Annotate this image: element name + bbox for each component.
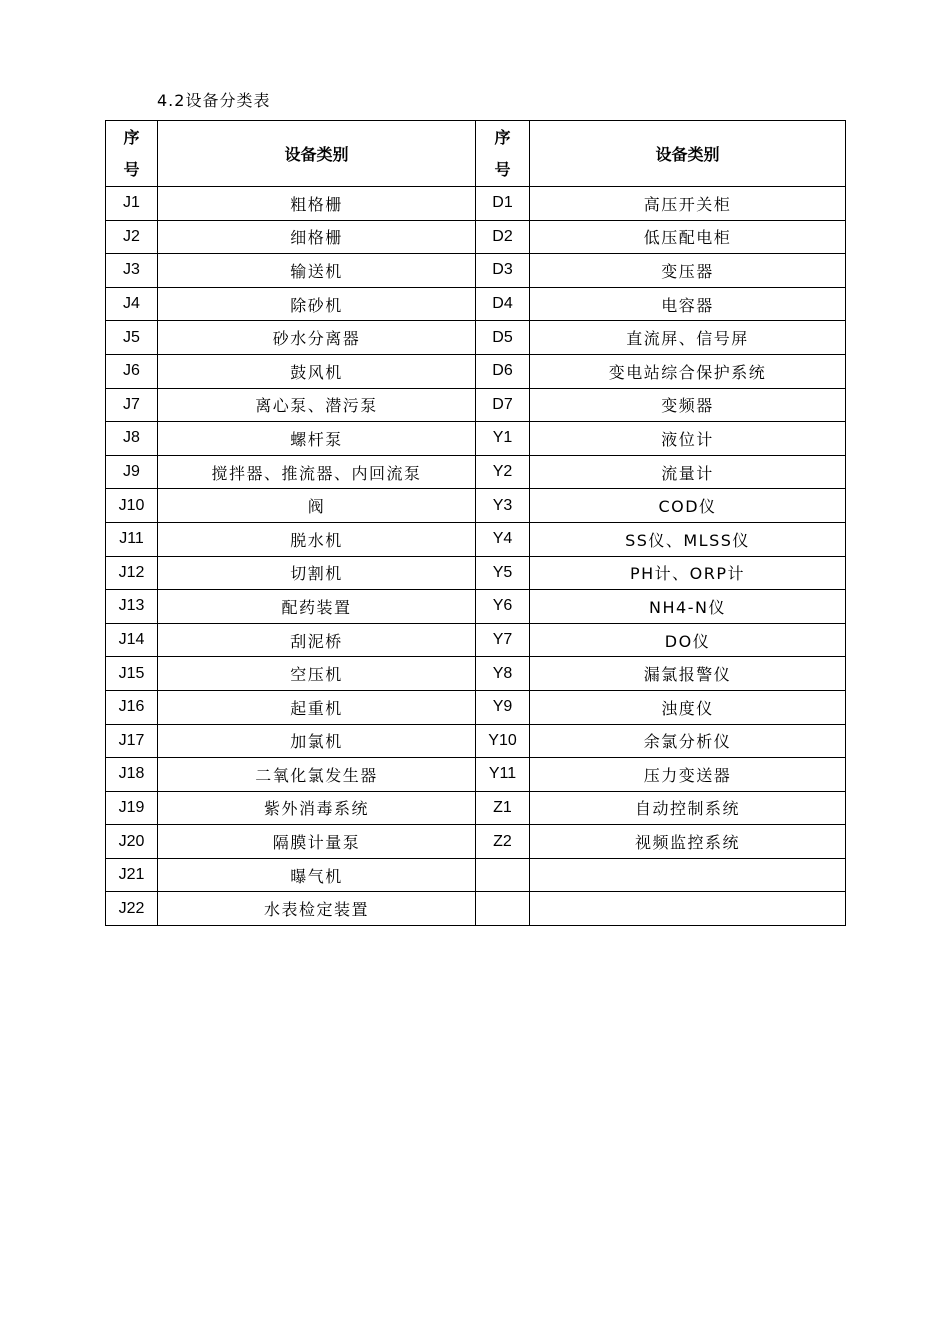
table-row xyxy=(106,455,846,489)
right-code-cell xyxy=(476,858,530,892)
right-category-cell: 变压器 xyxy=(530,254,846,288)
header-category-left: 设备类别 xyxy=(158,121,476,187)
right-code-cell: D6 xyxy=(476,354,530,388)
left-code-cell: J16 xyxy=(106,690,158,724)
right-category-cell: 自动控制系统 xyxy=(530,791,846,825)
left-code-cell: J20 xyxy=(106,825,158,859)
table-row xyxy=(106,220,846,254)
right-code-cell: D4 xyxy=(476,287,530,321)
left-code-cell: J6 xyxy=(106,354,158,388)
table-row xyxy=(106,388,846,422)
left-code-cell: J7 xyxy=(106,388,158,422)
left-code-cell: J11 xyxy=(106,522,158,556)
right-code-cell: Z2 xyxy=(476,825,530,859)
header-category-right: 设备类别 xyxy=(530,121,846,187)
left-code-cell: J18 xyxy=(106,758,158,792)
left-code-cell: J19 xyxy=(106,791,158,825)
table-row xyxy=(106,590,846,624)
left-category-cell: 离心泵、潜污泵 xyxy=(158,388,476,422)
table-row xyxy=(106,892,846,926)
table-row xyxy=(106,690,846,724)
left-category-cell: 鼓风机 xyxy=(158,354,476,388)
table-row xyxy=(106,522,846,556)
left-category-cell: 螺杆泵 xyxy=(158,422,476,456)
left-category-cell: 砂水分离器 xyxy=(158,321,476,355)
left-category-cell: 粗格栅 xyxy=(158,187,476,221)
right-category-cell: 视频监控系统 xyxy=(530,825,846,859)
right-category-cell xyxy=(530,858,846,892)
right-category-cell: 变频器 xyxy=(530,388,846,422)
right-code-cell: Y11 xyxy=(476,758,530,792)
left-code-cell: J21 xyxy=(106,858,158,892)
header-seq-left: 序 号 xyxy=(106,121,158,187)
left-category-cell: 脱水机 xyxy=(158,522,476,556)
right-category-cell: 直流屏、信号屏 xyxy=(530,321,846,355)
left-category-cell: 隔膜计量泵 xyxy=(158,825,476,859)
right-category-cell xyxy=(530,892,846,926)
left-category-cell: 空压机 xyxy=(158,657,476,691)
right-category-cell: 电容器 xyxy=(530,287,846,321)
right-code-cell: Y3 xyxy=(476,489,530,523)
right-code-cell: Y6 xyxy=(476,590,530,624)
right-category-cell: 压力变送器 xyxy=(530,758,846,792)
left-code-cell: J14 xyxy=(106,623,158,657)
right-code-cell: D2 xyxy=(476,220,530,254)
right-category-cell: 高压开关柜 xyxy=(530,187,846,221)
left-category-cell: 曝气机 xyxy=(158,858,476,892)
right-category-cell: 变电站综合保护系统 xyxy=(530,354,846,388)
right-code-cell: D3 xyxy=(476,254,530,288)
right-code-cell: D5 xyxy=(476,321,530,355)
left-category-cell: 输送机 xyxy=(158,254,476,288)
right-code-cell: Y10 xyxy=(476,724,530,758)
right-code-cell: Y8 xyxy=(476,657,530,691)
left-category-cell: 刮泥桥 xyxy=(158,623,476,657)
table-row xyxy=(106,354,846,388)
left-code-cell: J5 xyxy=(106,321,158,355)
left-category-cell: 阀 xyxy=(158,489,476,523)
left-code-cell: J15 xyxy=(106,657,158,691)
table-row xyxy=(106,858,846,892)
header-seq-right: 序 号 xyxy=(476,121,530,187)
left-category-cell: 细格栅 xyxy=(158,220,476,254)
right-category-cell: SS仪、MLSS仪 xyxy=(530,522,846,556)
left-code-cell: J2 xyxy=(106,220,158,254)
table-row xyxy=(106,758,846,792)
right-category-cell: 液位计 xyxy=(530,422,846,456)
left-category-cell: 水表检定装置 xyxy=(158,892,476,926)
right-category-cell: 漏氯报警仪 xyxy=(530,657,846,691)
left-category-cell: 加氯机 xyxy=(158,724,476,758)
table-row xyxy=(106,623,846,657)
right-category-cell: DO仪 xyxy=(530,623,846,657)
table-row xyxy=(106,422,846,456)
right-code-cell: Y9 xyxy=(476,690,530,724)
right-category-cell: COD仪 xyxy=(530,489,846,523)
left-code-cell: J8 xyxy=(106,422,158,456)
left-category-cell: 搅拌器、推流器、内回流泵 xyxy=(158,455,476,489)
table-row xyxy=(106,187,846,221)
left-category-cell: 配药装置 xyxy=(158,590,476,624)
right-code-cell: Y5 xyxy=(476,556,530,590)
right-code-cell: D7 xyxy=(476,388,530,422)
table-row xyxy=(106,724,846,758)
right-category-cell: PH计、ORP计 xyxy=(530,556,846,590)
right-category-cell: 低压配电柜 xyxy=(530,220,846,254)
table-row xyxy=(106,657,846,691)
right-code-cell: Z1 xyxy=(476,791,530,825)
right-code-cell: D1 xyxy=(476,187,530,221)
left-code-cell: J22 xyxy=(106,892,158,926)
table-row xyxy=(106,791,846,825)
left-code-cell: J9 xyxy=(106,455,158,489)
left-code-cell: J12 xyxy=(106,556,158,590)
right-code-cell: Y7 xyxy=(476,623,530,657)
section-title: 4.2设备分类表 xyxy=(157,91,271,110)
right-category-cell: NH4-N仪 xyxy=(530,590,846,624)
left-category-cell: 切割机 xyxy=(158,556,476,590)
table-row xyxy=(106,321,846,355)
left-code-cell: J4 xyxy=(106,287,158,321)
left-code-cell: J3 xyxy=(106,254,158,288)
table-row xyxy=(106,254,846,288)
table-row xyxy=(106,825,846,859)
left-code-cell: J17 xyxy=(106,724,158,758)
left-code-cell: J1 xyxy=(106,187,158,221)
right-code-cell: Y1 xyxy=(476,422,530,456)
table-header-row xyxy=(106,121,846,187)
left-category-cell: 紫外消毒系统 xyxy=(158,791,476,825)
left-category-cell: 二氧化氯发生器 xyxy=(158,758,476,792)
right-code-cell: Y4 xyxy=(476,522,530,556)
right-code-cell xyxy=(476,892,530,926)
table-row xyxy=(106,489,846,523)
right-category-cell: 流量计 xyxy=(530,455,846,489)
table-row xyxy=(106,287,846,321)
right-category-cell: 浊度仪 xyxy=(530,690,846,724)
left-category-cell: 除砂机 xyxy=(158,287,476,321)
table-row xyxy=(106,556,846,590)
right-code-cell: Y2 xyxy=(476,455,530,489)
right-category-cell: 余氯分析仪 xyxy=(530,724,846,758)
left-category-cell: 起重机 xyxy=(158,690,476,724)
left-code-cell: J10 xyxy=(106,489,158,523)
equipment-classification-table xyxy=(105,120,846,926)
left-code-cell: J13 xyxy=(106,590,158,624)
